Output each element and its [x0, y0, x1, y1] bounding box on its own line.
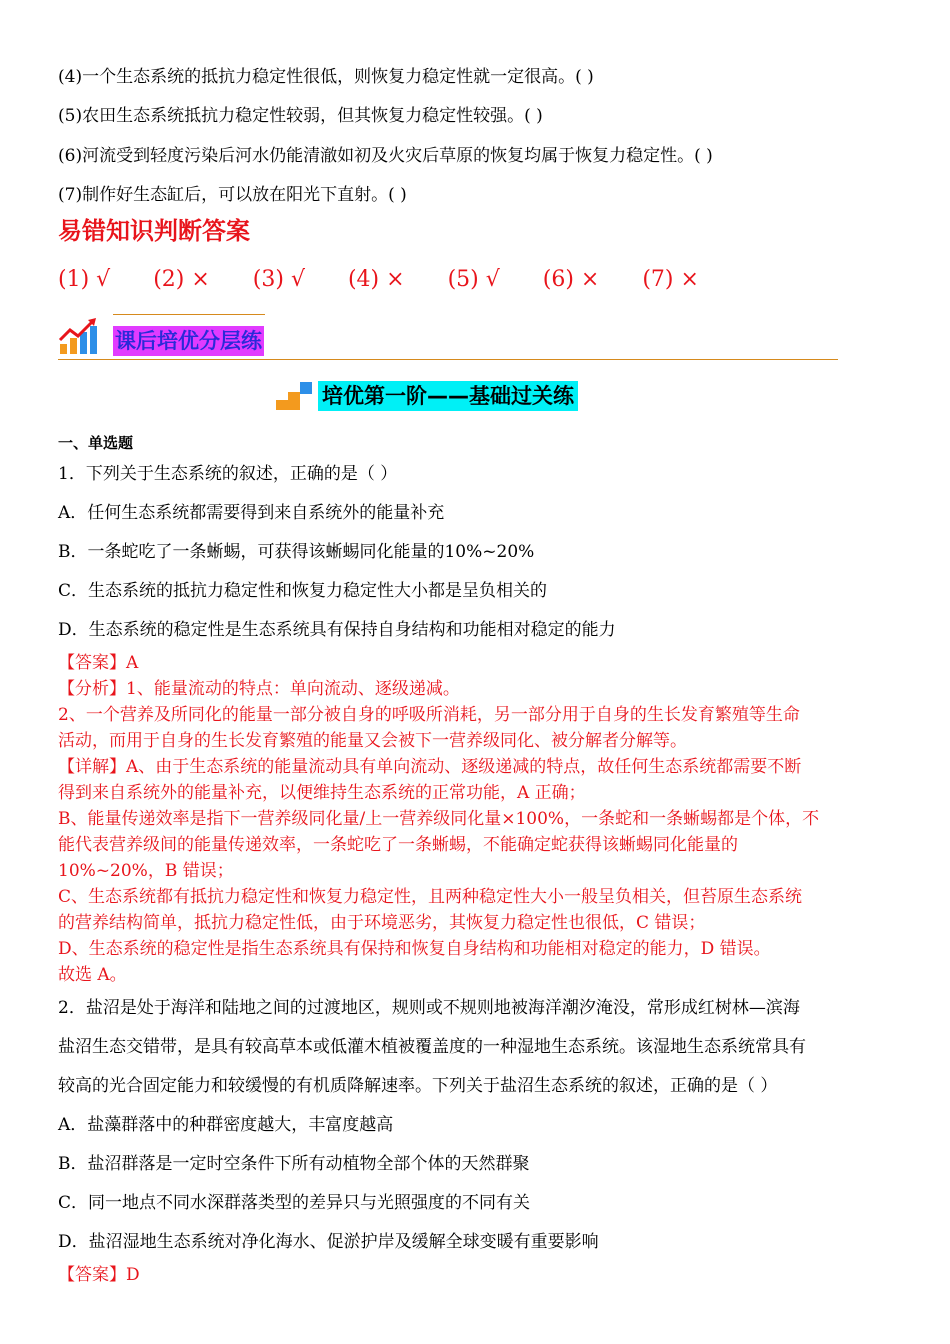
- judgment-item: (7)制作好生态缸后，可以放在阳光下直射。( ): [58, 185, 407, 205]
- question-option: C．生态系统的抵抗力稳定性和恢复力稳定性大小都是呈负相关的: [58, 581, 548, 601]
- question-option: A．任何生态系统都需要得到来自系统外的能量补充: [58, 503, 445, 523]
- section-banner: [58, 314, 838, 360]
- answer-label: 【答案】D: [58, 1265, 140, 1285]
- question-option: B．盐沼群落是一定时空条件下所有动植物全部个体的天然群聚: [58, 1154, 530, 1174]
- answer-item: (1) √: [58, 267, 111, 292]
- analysis-line: 10%~20%，B 错误；: [58, 861, 234, 881]
- sub-banner-title: 培优第一阶——基础过关练: [318, 381, 578, 411]
- answer-label: 【答案】A: [58, 653, 139, 673]
- judgment-item: (5)农田生态系统抵抗力稳定性较弱，但其恢复力稳定性较强。( ): [58, 106, 543, 126]
- answer-heading: 易错知识判断答案: [58, 217, 250, 245]
- analysis-line: 【详解】A、由于生态系统的能量流动具有单向流动、逐级递减的特点，故任何生态系统都需要不断: [58, 757, 802, 777]
- question-option: A．盐藻群落中的种群密度越大，丰富度越高: [58, 1115, 394, 1135]
- banner-top-line: [113, 314, 265, 315]
- analysis-line: B、能量传递效率是指下一营养级同化量/上一营养级同化量×100%，一条蛇和一条蜥蜴都是个体，不: [58, 809, 820, 829]
- analysis-line: 的营养结构简单，抵抗力稳定性低，由于环境恶劣，其恢复力稳定性也很低，C 错误；: [58, 913, 706, 933]
- growth-chart-icon: [58, 316, 100, 356]
- answer-item: (3) √: [252, 267, 305, 292]
- banner-title: 课后培优分层练: [113, 326, 264, 356]
- answer-item: (5) √: [447, 267, 500, 292]
- judgment-item: (4)一个生态系统的抵抗力稳定性很低，则恢复力稳定性就一定很高。( ): [58, 67, 594, 87]
- question-option: C．同一地点不同水深群落类型的差异只与光照强度的不同有关: [58, 1193, 531, 1213]
- stairs-icon: [274, 380, 314, 412]
- analysis-line: 【分析】1、能量流动的特点：单向流动、逐级递减。: [58, 679, 460, 699]
- answer-item: (4) ×: [347, 267, 405, 292]
- answer-item: (7) ×: [642, 267, 699, 292]
- question-stem-line: 2．盐沼是处于海洋和陆地之间的过渡地区，规则或不规则地被海洋潮汐淹没，常形成红树林—滨海: [58, 998, 800, 1018]
- section-title: 一、单选题: [58, 434, 134, 452]
- question-option: D．盐沼湿地生态系统对净化海水、促淤护岸及缓解全球变暖有重要影响: [58, 1232, 599, 1252]
- analysis-line: 得到来自系统外的能量补充，以便维持生态系统的正常功能，A 正确；: [58, 783, 586, 803]
- question-stem-line: 较高的光合固定能力和较缓慢的有机质降解速率。下列关于盐沼生态系统的叙述，正确的是（ ）: [58, 1076, 778, 1096]
- analysis-line: C、生态系统都有抵抗力稳定性和恢复力稳定性，且两种稳定性大小一般呈负相关，但苔原生态系统: [58, 887, 803, 907]
- question-stem-line: 盐沼生态交错带，是具有较高草本或低灌木植被覆盖度的一种湿地生态系统。该湿地生态系统常具有: [58, 1037, 806, 1057]
- analysis-line: 能代表营养级间的能量传递效率，一条蛇吃了一条蜥蜴，不能确定蛇获得该蜥蜴同化能量的: [58, 835, 738, 855]
- analysis-line: 故选 A。: [58, 965, 127, 985]
- answer-item: (2) ×: [153, 267, 210, 292]
- answer-item: (6) ×: [542, 267, 600, 292]
- analysis-line: 活动，而用于自身的生长发育繁殖的能量又会被下一营养级同化、被分解者分解等。: [58, 731, 687, 751]
- question-option: B．一条蛇吃了一条蜥蜴，可获得该蜥蜴同化能量的10%~20%: [58, 542, 535, 562]
- analysis-line: 2、一个营养及所同化的能量一部分被自身的呼吸所消耗，另一部分用于自身的生长发育繁殖等生命: [58, 705, 800, 725]
- question-stem: 1．下列关于生态系统的叙述，正确的是（ ）: [58, 464, 398, 484]
- question-option: D．生态系统的稳定性是生态系统具有保持自身结构和功能相对稳定的能力: [58, 620, 616, 640]
- answer-row: [58, 265, 735, 295]
- banner-rule: [58, 359, 838, 360]
- analysis-line: D、生态系统的稳定性是指生态系统具有保持和恢复自身结构和功能相对稳定的能力，D 错误。: [58, 939, 771, 959]
- judgment-item: (6)河流受到轻度污染后河水仍能清澈如初及火灾后草原的恢复均属于恢复力稳定性。( ): [58, 146, 713, 166]
